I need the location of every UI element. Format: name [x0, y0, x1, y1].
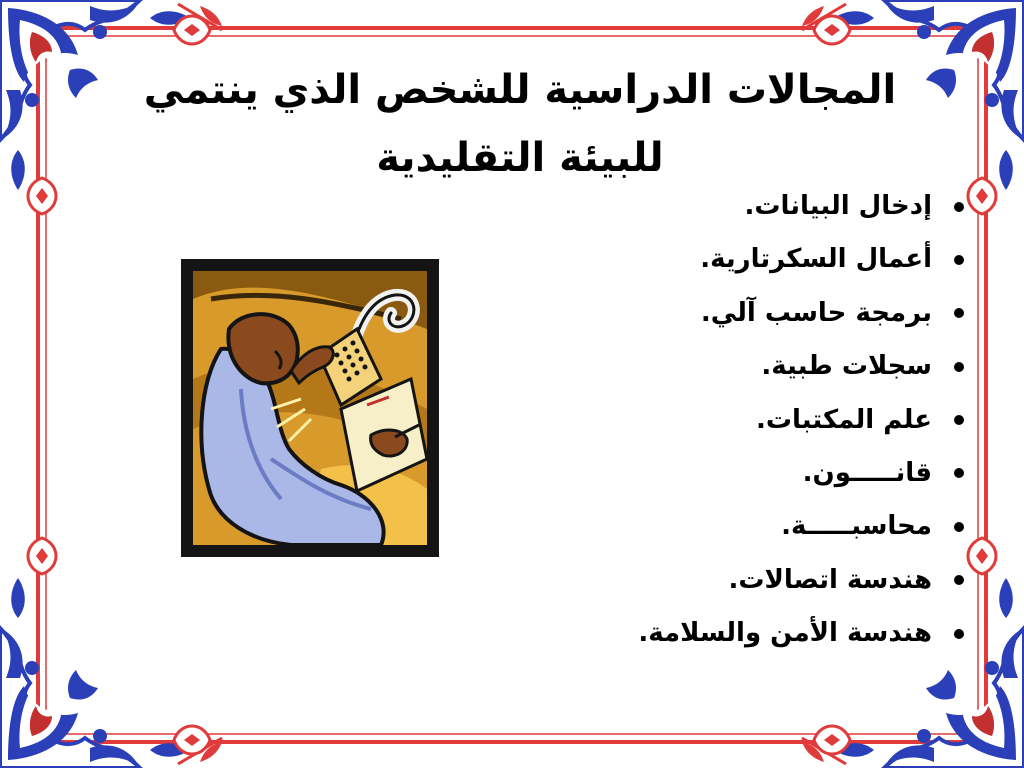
list-item-label: إدخال البيانات. [744, 191, 932, 221]
man-writing-with-calculator-icon [181, 259, 439, 557]
list-item [564, 556, 964, 609]
list-item-label: برمجة حاسب آلي. [700, 297, 932, 328]
bullet-icon [954, 308, 964, 318]
list-item-label: سجلات طبية. [761, 351, 932, 382]
list-item-label: قانـــــون. [802, 457, 932, 488]
list-item [564, 289, 964, 342]
bullet-icon [954, 468, 964, 478]
list-item-label: علم المكتبات. [755, 404, 932, 435]
slide-title: المجالات الدراسية للشخص الذي ينتمي للبيئة التقليدية [143, 67, 897, 181]
bullet-icon [954, 629, 964, 639]
list-item [564, 235, 964, 288]
bullet-icon [954, 255, 964, 265]
bullet-icon [954, 415, 964, 425]
list-item [564, 396, 964, 449]
bullet-icon [954, 575, 964, 585]
list-item-label: هندسة اتصالات. [728, 564, 932, 595]
list-item-label: أعمال السكرتارية. [700, 244, 932, 275]
list-item [564, 342, 964, 395]
list-item [564, 502, 964, 555]
list-item-label: محاسبـــــة. [781, 511, 932, 542]
bullet-list [564, 182, 964, 663]
list-item [564, 182, 964, 235]
list-item [564, 609, 964, 662]
list-item-label: هندسة الأمن والسلامة. [638, 618, 932, 649]
bullet-icon [954, 362, 964, 372]
bullet-icon [954, 522, 964, 532]
list-item [564, 449, 964, 502]
bullet-icon [954, 202, 964, 212]
